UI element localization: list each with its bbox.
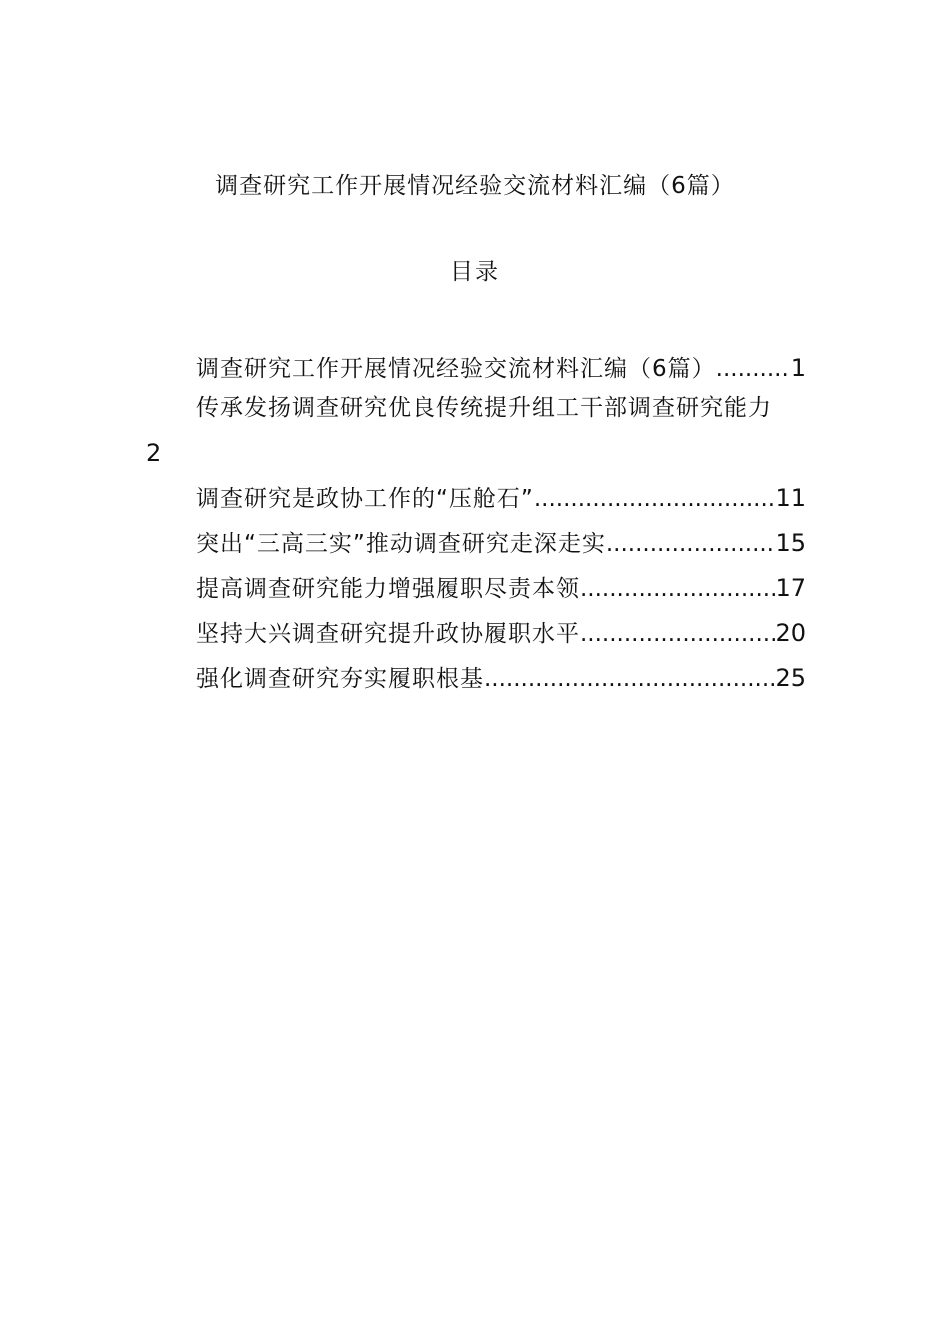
toc-entry[interactable] [146,568,806,613]
toc-leader-dots [580,569,775,609]
toc-heading: 目录 [450,259,500,285]
toc-entry[interactable] [146,388,806,478]
toc-leader-dots [716,349,791,389]
document-title: 调查研究工作开展情况经验交流材料汇编（6篇） [215,173,735,199]
toc-entry-title: 强化调查研究夯实履职根基 [196,666,484,692]
toc-entry-page: 17 [775,574,806,602]
toc-entry-title: 传承发扬调查研究优良传统提升组工干部调查研究能力 [196,395,772,421]
toc-entry-title: 调查研究是政协工作的“压舱石” [196,486,534,512]
toc-entry-title: 提高调查研究能力增强履职尽责本领 [196,576,580,602]
toc-leader-dots [534,479,776,519]
toc-entry-title: 坚持大兴调查研究提升政协履职水平 [196,621,580,647]
toc-entry[interactable] [146,613,806,658]
toc-entry[interactable] [146,478,806,523]
toc-entry-page: 20 [775,619,806,647]
toc-entry-page: 11 [775,484,806,512]
toc-entry-page: 1 [790,354,806,382]
toc-entry-title: 突出“三高三实”推动调查研究走深走实 [196,531,606,557]
toc-entry[interactable] [146,658,806,703]
toc-entry-page: 15 [775,529,806,557]
toc-leader-dots [606,524,776,564]
toc-entry-page: 2 [146,439,162,467]
toc-entry[interactable] [146,348,806,388]
toc-entry-title: 调查研究工作开展情况经验交流材料汇编（6篇） [196,356,716,382]
toc-leader-dots [580,614,775,654]
toc-leader-dots [484,659,775,699]
toc-entry-page: 25 [775,664,806,692]
toc-entry[interactable] [146,523,806,568]
table-of-contents [146,348,806,703]
